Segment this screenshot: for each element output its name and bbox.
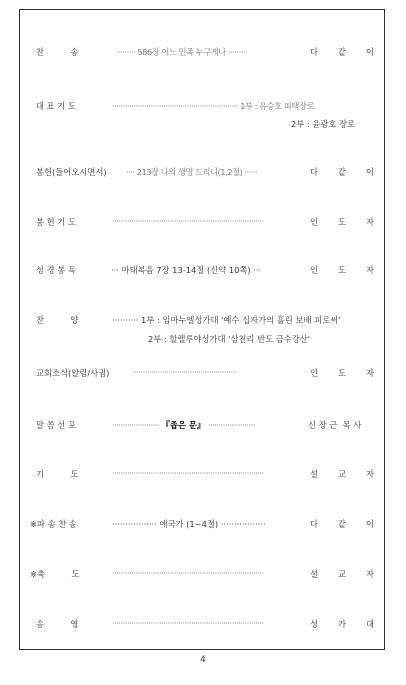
right-char: 같: [338, 47, 347, 57]
row-label: 대 표 기 도: [36, 101, 76, 111]
right-char: 인: [310, 368, 319, 378]
row-content: ········· 586장 어느 민족 누구게나 ·········: [116, 47, 248, 57]
right-char: 설: [310, 469, 319, 479]
row-content: ·······································································: [112, 618, 264, 628]
row-content: ··· 마태복음 7장 13-14절 (신약 10쪽) ···: [111, 265, 262, 275]
right-char: 이: [366, 167, 375, 177]
right-char: 인: [310, 217, 319, 227]
right-char: 가: [338, 619, 347, 629]
row-label: 찬 양: [36, 315, 79, 325]
row-content: ·······································································: [112, 568, 264, 578]
row-content: ··························································· 1부 : 유승호 피택장로: [112, 101, 314, 111]
right-char: 자: [366, 569, 375, 579]
right-char: 이: [366, 47, 375, 57]
right-char: 이: [366, 519, 375, 529]
row-content: ·················································: [132, 367, 237, 377]
row-label: ※파 송 찬 송: [30, 519, 77, 529]
row-label: ※축 도: [30, 569, 80, 579]
right-char: 대: [366, 619, 375, 629]
order-of-worship-frame: [19, 9, 385, 650]
right-char: 같: [338, 167, 347, 177]
right-char: 다: [310, 519, 319, 529]
sermon-title: 『좁은 문』: [161, 420, 206, 430]
row-label: 기 도: [36, 469, 79, 479]
right-char: 같: [338, 519, 347, 529]
row-content-line2: 2부 : 윤광호 장로: [291, 119, 356, 129]
right-char: 자: [366, 217, 375, 227]
row-label: 봉 헌 기 도: [36, 217, 76, 227]
row-label: 교회소식(알림/사귐): [36, 368, 110, 378]
row-content: ·········· 1부 : 임마누엘성가대 '예수 십자가의 흘린 보배 피로써': [112, 315, 341, 325]
right-char: 다: [310, 167, 319, 177]
leader-dots: ······················: [207, 420, 255, 430]
right-char: 인: [310, 265, 319, 275]
right-char: 교: [338, 469, 347, 479]
right-char: 설: [310, 569, 319, 579]
right-char: 자: [366, 469, 375, 479]
row-content: [112, 419, 255, 431]
row-content: ·······································································: [112, 216, 264, 226]
row-label: 찬 송: [36, 47, 79, 57]
right-char: 성: [310, 619, 319, 629]
row-label: 봉헌(들어오시면서): [36, 167, 107, 177]
right-char: 자: [366, 265, 375, 275]
right-char: 다: [310, 47, 319, 57]
row-label: 송 영: [36, 619, 79, 629]
right-char: 도: [338, 368, 347, 378]
leader-dots: ······················: [112, 420, 160, 430]
preacher-name: 신 장 근 목 사: [308, 420, 362, 430]
row-content-line2: 2부 : 할렐루야성가대 '삼천리 반도 금수강산': [148, 334, 311, 344]
right-char: 도: [338, 265, 347, 275]
right-char: 자: [366, 368, 375, 378]
row-label: 말 씀 선 포: [36, 420, 76, 430]
row-content: ···· 213장 나의 생명 드리니(1,2절) ······: [126, 167, 258, 177]
right-char: 도: [338, 217, 347, 227]
right-char: 교: [338, 569, 347, 579]
row-label: 성 경 봉 독: [36, 265, 76, 275]
page-number: 4: [200, 655, 206, 665]
row-content: ·······································································: [112, 468, 264, 478]
row-content: ················· 애국가 (1~4절) ·················: [112, 519, 266, 529]
